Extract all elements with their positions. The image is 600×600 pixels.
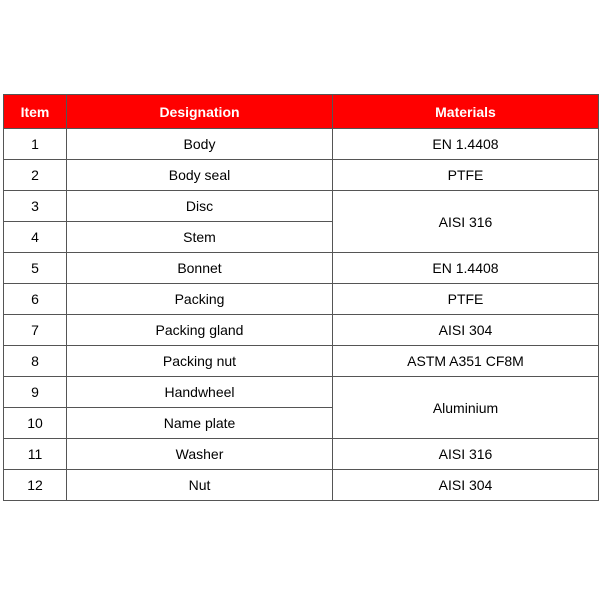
table-row	[4, 253, 599, 284]
header-designation: Designation	[67, 95, 333, 129]
table-header	[4, 95, 599, 129]
table-row	[4, 160, 599, 191]
cell-material: PTFE	[333, 284, 599, 315]
cell-material: ASTM A351 CF8M	[333, 346, 599, 377]
cell-material: AISI 304	[333, 470, 599, 501]
cell-designation: Packing	[67, 284, 333, 315]
cell-material: PTFE	[333, 160, 599, 191]
cell-item: 9	[4, 377, 67, 408]
cell-designation: Name plate	[67, 408, 333, 439]
cell-designation: Disc	[67, 191, 333, 222]
cell-item: 4	[4, 222, 67, 253]
cell-designation: Packing gland	[67, 315, 333, 346]
table-row	[4, 470, 599, 501]
table-row	[4, 315, 599, 346]
table-row	[4, 129, 599, 160]
cell-designation: Washer	[67, 439, 333, 470]
cell-material: Aluminium	[333, 377, 599, 439]
cell-material: EN 1.4408	[333, 129, 599, 160]
header-item: Item	[4, 95, 67, 129]
table-row	[4, 377, 599, 408]
cell-item: 3	[4, 191, 67, 222]
cell-material: AISI 316	[333, 191, 599, 253]
header-row	[4, 95, 599, 129]
cell-item: 11	[4, 439, 67, 470]
cell-designation: Body seal	[67, 160, 333, 191]
materials-table	[3, 94, 599, 501]
cell-material: AISI 304	[333, 315, 599, 346]
cell-item: 1	[4, 129, 67, 160]
table-row	[4, 191, 599, 222]
cell-material: EN 1.4408	[333, 253, 599, 284]
cell-designation: Body	[67, 129, 333, 160]
table-row	[4, 284, 599, 315]
table-body	[4, 129, 599, 501]
cell-item: 2	[4, 160, 67, 191]
cell-designation: Bonnet	[67, 253, 333, 284]
cell-designation: Nut	[67, 470, 333, 501]
cell-designation: Handwheel	[67, 377, 333, 408]
cell-item: 6	[4, 284, 67, 315]
cell-item: 5	[4, 253, 67, 284]
cell-item: 7	[4, 315, 67, 346]
table-row	[4, 346, 599, 377]
cell-designation: Stem	[67, 222, 333, 253]
header-materials: Materials	[333, 95, 599, 129]
cell-material: AISI 316	[333, 439, 599, 470]
cell-designation: Packing nut	[67, 346, 333, 377]
cell-item: 8	[4, 346, 67, 377]
cell-item: 10	[4, 408, 67, 439]
table-row	[4, 439, 599, 470]
cell-item: 12	[4, 470, 67, 501]
